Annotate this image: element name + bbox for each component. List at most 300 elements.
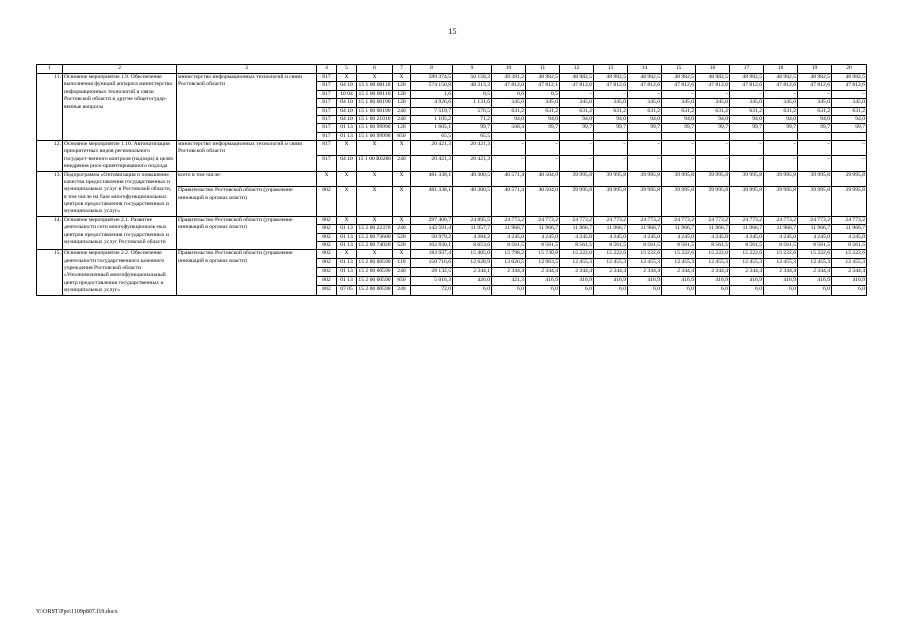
grbs-code: 802 [317, 286, 337, 295]
csr-code: 15 1 00 00190 [358, 107, 391, 114]
column-number-17: 17 [730, 65, 764, 74]
vr-code: 240 [393, 107, 411, 115]
amount-cell: – [526, 141, 560, 156]
vr-code: X [393, 216, 411, 224]
amount-cell: 2 344,4 [628, 268, 662, 277]
amount-cell: 631,2 [628, 107, 662, 115]
grbs-code: 802 [317, 241, 337, 249]
rz-pr-code: 04 10 [337, 107, 357, 115]
amount-cell: 12 455,3 [662, 259, 696, 268]
amount-cell: 12 455,3 [628, 259, 662, 268]
budget-table [36, 64, 867, 296]
rz-pr-code: 04 10 [337, 115, 357, 123]
amount-cell: 40 571,4 [492, 171, 526, 187]
column-number-row [37, 65, 867, 74]
grbs-code: 817 [317, 107, 337, 115]
amount-cell: 99,7 [662, 124, 696, 132]
grbs-code: 802 [317, 216, 337, 224]
amount-cell: 48 982,5 [832, 74, 867, 82]
amount-cell: – [560, 156, 594, 171]
amount-cell: 47 812,0 [492, 82, 526, 90]
amount-cell: 94,0 [594, 115, 628, 123]
amount-cell: 39 995,8 [560, 187, 594, 217]
amount-cell: 8 561,5 [492, 241, 526, 249]
amount-cell: 47 812,6 [764, 82, 798, 90]
amount-cell: 11 966,7 [730, 225, 764, 233]
amount-cell: 12 963,5 [526, 259, 560, 268]
table-row [37, 171, 867, 187]
amount-cell: 6,0 [594, 286, 628, 295]
amount-cell: 1,6 [411, 90, 453, 98]
amount-cell: 589 374,5 [411, 74, 453, 82]
amount-cell [492, 132, 526, 140]
amount-cell: – [798, 141, 832, 156]
grbs-code: 802 [317, 225, 337, 233]
amount-cell: 47 812,6 [662, 82, 696, 90]
amount-cell: 345,0 [696, 99, 730, 107]
amount-cell: 11 966,7 [798, 225, 832, 233]
amount-cell: 15 222,6 [730, 250, 764, 259]
amount-cell: – [730, 141, 764, 156]
amount-cell: 94,0 [492, 115, 526, 123]
csr-code: 15 1 00 99990 [358, 124, 391, 131]
csr-code: X [357, 171, 393, 187]
csr-code: 15 2 00 00590 [357, 259, 393, 268]
amount-cell: 39 995,8 [798, 171, 832, 187]
amount-cell: 15 222,6 [696, 250, 730, 259]
csr-code: 15 1 00 00110 [357, 82, 393, 90]
amount-cell: 426,0 [453, 277, 492, 286]
column-number-20: 20 [832, 65, 867, 74]
vr-code: 240 [393, 286, 411, 295]
rz-pr-code: X [337, 171, 357, 187]
amount-cell: 47 812,1 [526, 82, 560, 90]
amount-cell: – [594, 90, 628, 98]
amount-cell: 40 300,5 [453, 187, 492, 217]
amount-cell: 24 773,2 [492, 216, 526, 224]
amount-cell: 12 455,3 [798, 259, 832, 268]
amount-cell: 24 895,5 [453, 216, 492, 224]
amount-cell: 40 300,5 [453, 171, 492, 187]
amount-cell: 4 245,0 [492, 233, 526, 241]
amount-cell: 11 966,7 [662, 225, 696, 233]
amount-cell: 7 519,7 [411, 107, 453, 115]
amount-cell: 345,0 [526, 99, 560, 107]
amount-cell: 47 812,6 [730, 82, 764, 90]
amount-cell: 2 344,4 [560, 268, 594, 277]
amount-cell: 39 995,8 [696, 171, 730, 187]
csr-code: 15 2 00 74020 [358, 241, 391, 248]
amount-cell: 99,7 [764, 124, 798, 132]
grbs-code: 802 [317, 259, 337, 268]
table-row [37, 141, 867, 156]
amount-cell: 94,0 [764, 115, 798, 123]
amount-cell: 11 966,7 [526, 225, 560, 233]
grbs-code: 817 [317, 74, 337, 82]
vr-code: 850 [393, 132, 411, 140]
amount-cell: 416,9 [560, 277, 594, 286]
amount-cell: 39 995,8 [730, 171, 764, 187]
vr-code: 520 [393, 241, 411, 249]
amount-cell [594, 132, 628, 140]
amount-cell: 631,2 [730, 107, 764, 115]
amount-cell: 24 773,2 [594, 216, 628, 224]
amount-cell: 8 561,5 [764, 241, 798, 249]
csr-code: 15 2 00 00590 [357, 268, 393, 277]
vr-code: 240 [393, 156, 411, 171]
amount-cell: 47 812,6 [594, 82, 628, 90]
amount-cell: – [696, 141, 730, 156]
row-number: 12. [37, 141, 63, 172]
amount-cell: 631,2 [798, 107, 832, 115]
amount-cell: 2 344,4 [492, 268, 526, 277]
amount-cell: 416,9 [594, 277, 628, 286]
amount-cell: 65,5 [453, 132, 492, 140]
vr-code: 120 [393, 99, 411, 107]
amount-cell: 345,0 [628, 99, 662, 107]
amount-cell: 99,7 [594, 124, 628, 132]
rz-pr-code: 01 13 [337, 259, 357, 268]
vr-code: X [393, 171, 411, 187]
vr-code: 850 [393, 277, 411, 286]
measure-name: Основное мероприятие 2.1. Развитие деятельности сети многофункциональ-ных центров предоставления государственных и муниципальных услуг Ростовской области [63, 216, 177, 250]
measure-name: Подпрограмма «Оптимизация и повышение качества предоставления государственных и муниципальных услуг в Ростовской области, в том числе на базе многофункциональных центров предоставления государственных и муниципальных услуг» [63, 171, 177, 216]
page-number: 15 [448, 27, 457, 36]
grbs-code: 817 [317, 82, 337, 90]
amount-cell: 11 966,7 [628, 225, 662, 233]
amount-cell: 631,2 [594, 107, 628, 115]
amount-cell: – [492, 141, 526, 156]
amount-cell: – [662, 141, 696, 156]
amount-cell: 8 653,6 [453, 241, 492, 249]
footer-file-path: Y:\ORST\Ppo\1109p807.f19.docx [36, 609, 118, 615]
amount-cell: 6,0 [764, 286, 798, 295]
amount-cell: 99,7 [453, 124, 492, 132]
amount-cell: 345,0 [764, 99, 798, 107]
amount-cell: 6,0 [730, 286, 764, 295]
amount-cell: 1 605,1 [411, 124, 453, 132]
csr-code: 15 1 00 R0280 [357, 156, 393, 171]
amount-cell: 99,7 [832, 124, 867, 132]
amount-cell: 4 926,6 [411, 99, 453, 107]
amount-cell: 631,2 [696, 107, 730, 115]
amount-cell: 12 455,3 [832, 259, 867, 268]
amount-cell: 2 344,1 [453, 268, 492, 277]
amount-cell [662, 132, 696, 140]
rz-pr-code: 10 04 [337, 90, 357, 98]
amount-cell: 508,4 [492, 124, 526, 132]
amount-cell: 8 561,5 [730, 241, 764, 249]
amount-cell: 15 222,6 [832, 250, 867, 259]
rz-pr-code: X [337, 216, 357, 224]
amount-cell: 39 995,8 [662, 171, 696, 187]
amount-cell: 6,0 [798, 286, 832, 295]
amount-cell: 11 957,7 [453, 225, 492, 233]
amount-cell: 48 982,5 [798, 74, 832, 82]
column-number-4: 4 [317, 65, 337, 74]
amount-cell: – [594, 141, 628, 156]
amount-cell: 94,0 [662, 115, 696, 123]
rz-pr-code: X [337, 141, 357, 156]
grbs-code: 802 [317, 277, 337, 286]
rz-pr-code: X [337, 74, 357, 82]
amount-cell: 6,0 [662, 286, 696, 295]
executor: министерство информационных технологий и связи Ростовской области [177, 141, 317, 172]
column-number-13: 13 [594, 65, 628, 74]
measure-name: Основное мероприятие 1.9. Обеспечение выполнения функций аппарата министерства информационных технологий и связи Ростовской области и другие общегосудар-венные вопросы [63, 74, 177, 141]
grbs-code: 817 [317, 115, 337, 123]
table-row [37, 250, 867, 259]
amount-cell: – [832, 156, 867, 171]
amount-cell: 4 245,0 [526, 233, 560, 241]
amount-cell: 94,0 [832, 115, 867, 123]
vr-code: 120 [393, 124, 411, 132]
executor: Правительство Ростовской области (управление инноваций в органах власти) [177, 187, 317, 217]
rz-pr-code: 01 13 [337, 225, 357, 233]
amount-cell: 20 421,3 [453, 156, 492, 171]
amount-cell: 49 391,2 [492, 74, 526, 82]
executor: министерство информационных технологий и связи Ростовской области [177, 74, 317, 141]
column-number-14: 14 [628, 65, 662, 74]
amount-cell: 4 245,0 [730, 233, 764, 241]
amount-cell: 20 421,3 [411, 141, 453, 156]
amount-cell: 47 812,6 [832, 82, 867, 90]
amount-cell: 48 982,5 [526, 74, 560, 82]
table-row [37, 74, 867, 82]
csr-code: 15 2 00 22370 [358, 225, 391, 232]
amount-cell: 102 830,1 [411, 241, 453, 249]
amount-cell: – [662, 90, 696, 98]
vr-code: 120 [393, 90, 411, 98]
measure-name: Основное мероприятие 1.10. Автоматизация приоритетных видов регионального государст-венного контроля (надзора) в целях внедрения риск-ориентированного подхода [63, 141, 177, 172]
amount-cell: 94,0 [696, 115, 730, 123]
amount-cell: 416,9 [628, 277, 662, 286]
amount-cell: 5 016,3 [411, 277, 453, 286]
amount-cell: 11 966,7 [764, 225, 798, 233]
amount-cell: 2 344,4 [798, 268, 832, 277]
amount-cell: 12 455,3 [730, 259, 764, 268]
rz-pr-code: 04 10 [337, 99, 357, 107]
amount-cell: – [798, 156, 832, 171]
vr-code: X [393, 141, 411, 156]
amount-cell: 631,2 [832, 107, 867, 115]
amount-cell: 48 982,5 [696, 74, 730, 82]
amount-cell: 416,9 [662, 277, 696, 286]
grbs-code: 802 [317, 187, 337, 217]
amount-cell: – [832, 90, 867, 98]
vr-code: 240 [393, 115, 411, 123]
grbs-code: 802 [317, 250, 337, 259]
amount-cell: 99,7 [730, 124, 764, 132]
rz-pr-code: 01 13 [337, 132, 357, 140]
rz-pr-code: 01 13 [337, 233, 357, 241]
amount-cell: 8 561,5 [662, 241, 696, 249]
executor: Правительство Ростовской области (управление инноваций в органах власти) [177, 250, 317, 295]
amount-cell: 12 455,3 [594, 259, 628, 268]
column-number-18: 18 [764, 65, 798, 74]
amount-cell: 4 245,0 [594, 233, 628, 241]
amount-cell [764, 132, 798, 140]
amount-cell: 24 773,2 [730, 216, 764, 224]
amount-cell: 15 222,6 [628, 250, 662, 259]
amount-cell: 8 561,5 [526, 241, 560, 249]
amount-cell: 15 222,6 [764, 250, 798, 259]
amount-cell: 39 995,8 [696, 187, 730, 217]
column-number-15: 15 [662, 65, 696, 74]
grbs-code: 817 [317, 132, 337, 140]
vr-code: X [393, 250, 411, 259]
amount-cell: 416,9 [730, 277, 764, 286]
amount-cell: 416,9 [696, 277, 730, 286]
amount-cell: 6,0 [832, 286, 867, 295]
amount-cell: 48 982,5 [628, 74, 662, 82]
amount-cell [526, 132, 560, 140]
amount-cell: 15 405,0 [453, 250, 492, 259]
amount-cell: 15 798,2 [492, 250, 526, 259]
amount-cell: 0,6 [492, 90, 526, 98]
amount-cell: 6,0 [628, 286, 662, 295]
amount-cell: 39 995,8 [832, 171, 867, 187]
amount-cell: – [764, 141, 798, 156]
amount-cell: – [730, 90, 764, 98]
amount-cell: 421,3 [492, 277, 526, 286]
amount-cell: 4 245,0 [628, 233, 662, 241]
column-number-9: 9 [453, 65, 492, 74]
amount-cell: 15 222,6 [560, 250, 594, 259]
csr-code: 15 1 00 00110 [357, 90, 393, 98]
amount-cell [560, 132, 594, 140]
amount-cell: 12 455,3 [764, 259, 798, 268]
amount-cell: – [628, 156, 662, 171]
amount-cell: 6,0 [492, 286, 526, 295]
vr-code: X [393, 74, 411, 82]
amount-cell: 631,2 [526, 107, 560, 115]
vr-code: X [393, 187, 411, 217]
amount-cell: 12 455,3 [560, 259, 594, 268]
rz-pr-code: 07 05 [337, 286, 357, 295]
amount-cell: 13 026,5 [492, 259, 526, 268]
amount-cell: 94,0 [526, 115, 560, 123]
amount-cell: – [696, 90, 730, 98]
csr-code: 15 2 00 00590 [357, 286, 393, 295]
amount-cell: 47 812,6 [798, 82, 832, 90]
amount-cell: 94,0 [628, 115, 662, 123]
row-number: 11. [37, 74, 63, 141]
amount-cell: 39 995,8 [628, 171, 662, 187]
amount-cell: 2 344,4 [730, 268, 764, 277]
amount-cell: 94,0 [560, 115, 594, 123]
amount-cell: 47 812,6 [628, 82, 662, 90]
column-number-5: 5 [337, 65, 357, 74]
amount-cell: 2 344,4 [526, 268, 560, 277]
amount-cell: – [764, 90, 798, 98]
amount-cell [730, 132, 764, 140]
amount-cell: 481 338,1 [411, 187, 453, 217]
vr-code: 520 [393, 233, 411, 241]
amount-cell: 2 344,4 [696, 268, 730, 277]
amount-cell: 8 561,5 [832, 241, 867, 249]
amount-cell: 11 966,7 [696, 225, 730, 233]
amount-cell: 345,0 [560, 99, 594, 107]
amount-cell: 40 504,0 [526, 187, 560, 217]
rz-pr-code: 04 10 [337, 156, 357, 171]
amount-cell: 416,9 [798, 277, 832, 286]
amount-cell: 8 561,5 [628, 241, 662, 249]
amount-cell: 4 245,0 [560, 233, 594, 241]
amount-cell: 94,0 [730, 115, 764, 123]
amount-cell: 99,7 [628, 124, 662, 132]
column-number-16: 16 [696, 65, 730, 74]
amount-cell: 12 628,9 [453, 259, 492, 268]
amount-cell: – [730, 156, 764, 171]
column-number-12: 12 [560, 65, 594, 74]
amount-cell [832, 132, 867, 140]
grbs-code: 802 [317, 233, 337, 241]
amount-cell: 2 344,4 [594, 268, 628, 277]
rz-pr-code: 01 13 [337, 124, 357, 132]
amount-cell: 48 213,3 [453, 82, 492, 90]
table-row [37, 216, 867, 224]
rz-pr-code: 01 13 [337, 277, 357, 286]
amount-cell: – [526, 156, 560, 171]
column-number-19: 19 [798, 65, 832, 74]
amount-cell: 15 222,6 [662, 250, 696, 259]
csr-code: X [357, 216, 393, 224]
amount-cell: 50 979,2 [411, 233, 453, 241]
rz-pr-code: 04 10 [337, 82, 357, 90]
csr-code: 15 1 00 21010 [358, 115, 391, 122]
amount-cell: 99,7 [696, 124, 730, 132]
amount-cell [696, 132, 730, 140]
amount-cell: 631,2 [662, 107, 696, 115]
amount-cell: 6,0 [526, 286, 560, 295]
amount-cell: – [594, 156, 628, 171]
amount-cell: – [798, 90, 832, 98]
amount-cell: 15 730,8 [526, 250, 560, 259]
amount-cell: 2 344,4 [832, 268, 867, 277]
amount-cell: 4 245,0 [832, 233, 867, 241]
amount-cell: 416,9 [764, 277, 798, 286]
amount-cell: 65,5 [411, 132, 453, 140]
grbs-code: 802 [317, 268, 337, 277]
amount-cell: 15 222,6 [594, 250, 628, 259]
amount-cell: 39 995,8 [662, 187, 696, 217]
amount-cell: 99,7 [560, 124, 594, 132]
row-number: 15. [37, 250, 63, 295]
amount-cell: 48 982,5 [662, 74, 696, 82]
amount-cell: 48 982,5 [730, 74, 764, 82]
csr-code: 15 2 00 73600 [358, 233, 391, 240]
amount-cell: 574 150,8 [411, 82, 453, 90]
amount-cell: 4 245,0 [696, 233, 730, 241]
column-number-11: 11 [526, 65, 560, 74]
amount-cell: 24 773,2 [560, 216, 594, 224]
grbs-code: X [317, 171, 337, 187]
column-number-1: 1 [37, 65, 63, 74]
amount-cell: 12 455,3 [696, 259, 730, 268]
amount-cell: 24 773,2 [832, 216, 867, 224]
amount-cell: 0,5 [526, 90, 560, 98]
csr-code: 15 1 00 99990 [358, 132, 391, 139]
amount-cell: 6,0 [453, 286, 492, 295]
grbs-code: 817 [317, 124, 337, 132]
rz-pr-code: 01 13 [337, 268, 357, 277]
amount-cell: 99,7 [526, 124, 560, 132]
amount-cell: 39 995,8 [832, 187, 867, 217]
amount-cell: – [628, 141, 662, 156]
amount-cell: – [560, 141, 594, 156]
executor: всего в том числе: [177, 171, 317, 187]
